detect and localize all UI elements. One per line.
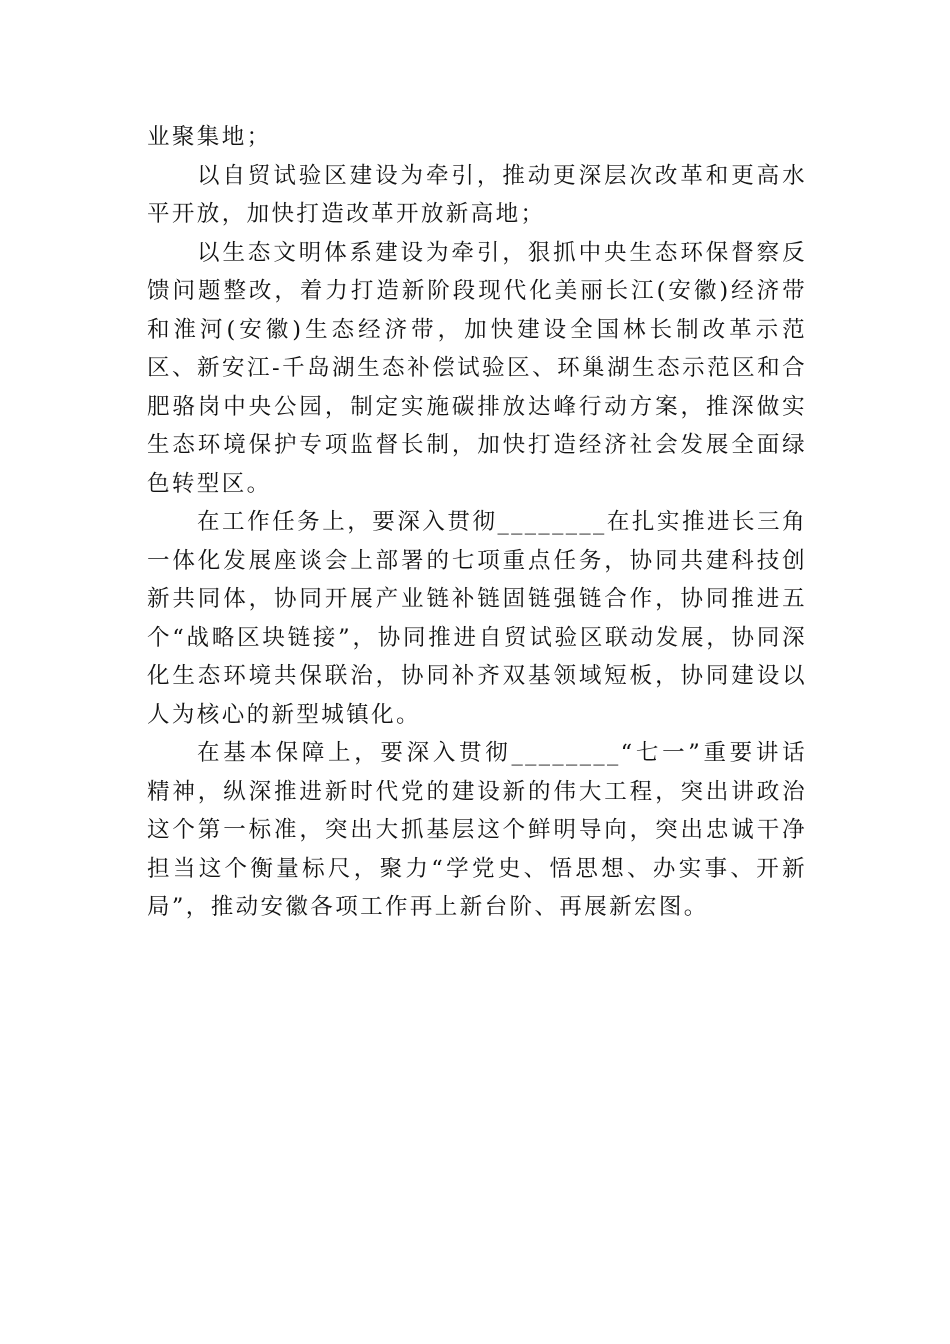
paragraph-4: 在工作任务上，要深入贯彻________在扎实推进长三角一体化发展座谈会上部署的七项重点任务，协同共建科技创新共同体，协同开展产业链补链固链强链合作，协同推进五个“战略区块链接”，协同推进自贸试验区联动发展，协同深化生态环境共保联治，协同补齐双基领域短板，协同建设以人为核心的新型城镇化。	[147, 509, 807, 728]
document-body	[147, 118, 807, 927]
paragraph-2: 以自贸试验区建设为牵引，推动更深层次改革和更高水平开放，加快打造改革开放新高地；	[147, 162, 807, 227]
paragraph-1: 业聚集地；	[147, 124, 272, 150]
paragraph-3: 以生态文明体系建设为牵引，狠抓中央生态环保督察反馈问题整改，着力打造新阶段现代化美丽长江(安徽)经济带和淮河(安徽)生态经济带，加快建设全国林长制改革示范区、新安江-千岛湖生态补偿试验区、环巢湖生态示范区和合肥骆岗中央公园，制定实施碳排放达峰行动方案，推深做实生态环境保护专项监督长制，加快打造经济社会发展全面绿色转型区。	[147, 239, 807, 497]
paragraph-5: 在基本保障上，要深入贯彻________“七一”重要讲话精神，纵深推进新时代党的建设新的伟大工程，突出讲政治这个第一标准，突出大抓基层这个鲜明导向，突出忠诚干净担当这个衡量标尺，聚力“学党史、悟思想、办实事、开新局”，推动安徽各项工作再上新台阶、再展新宏图。	[147, 740, 807, 920]
